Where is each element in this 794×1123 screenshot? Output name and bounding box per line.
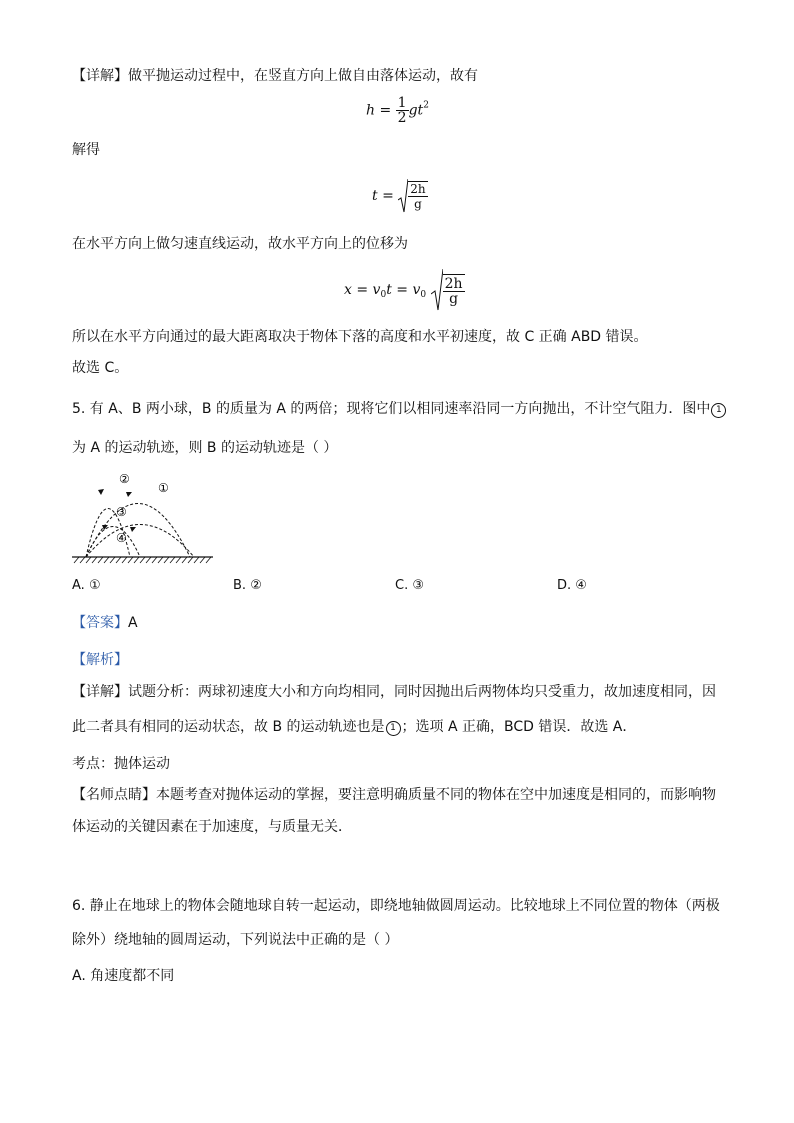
q5-detail-line1: 【详解】试题分析：两球初速度大小和方向均相同，同时因抛出后两物体均只受重力，故加速度相同，因 [72, 684, 716, 700]
answer-value: A [128, 615, 138, 631]
choose-text: 故选 C。 [72, 360, 129, 376]
q5-stem-line2: 为 A 的运动轨迹，则 B 的运动轨迹是（ ） [72, 440, 338, 456]
trajectory-label-4: ④ [116, 531, 127, 545]
equation-height: h = $\frac{1}{2}$ $gt^2$ [366, 95, 429, 126]
trajectory-label-3: ③ [116, 505, 127, 519]
equation-time: t = $\frac{2h}{g}$ [372, 178, 428, 214]
q6-stem-line1: 6. 静止在地球上的物体会随地球自转一起运动，即绕地轴做圆周运动。比较地球上不同位置的物体（两极 [72, 898, 720, 914]
q6-stem-line2: 除外）绕地轴的圆周运动，下列说法中正确的是（ ） [72, 932, 399, 948]
q5-detail-line2: 此二者具有相同的运动状态，故 B 的运动轨迹也是 1 ；选项 A 正确，BCD 错误．故选 A． [72, 719, 637, 735]
arrow-icon [98, 489, 104, 495]
trajectory-1 [86, 504, 190, 558]
trajectory-figure [70, 468, 216, 568]
trajectory-label-1: ① [158, 481, 169, 495]
circled-one-mark: 1 [386, 721, 401, 736]
arrow-icon [126, 492, 132, 497]
arrow-icon [130, 527, 136, 532]
option-b[interactable]: B. ② [233, 578, 262, 593]
equation-displacement: $x = v_0t = v_0$ $\frac{2h}{g}$ [344, 268, 465, 312]
sqrt-icon [431, 268, 443, 312]
circled-one-mark: 1 [711, 403, 726, 418]
horizontal-text: 在水平方向上做匀速直线运动，故水平方向上的位移为 [72, 236, 408, 252]
answer-label: 【答案】 [72, 615, 128, 631]
answer-line [72, 613, 138, 633]
sqrt-icon [398, 178, 408, 214]
conclusion-text: 所以在水平方向通过的最大距离取决于物体下落的高度和水平初速度，故 C 正确 ABD 错误。 [72, 329, 648, 345]
q6-option-a[interactable]: A. 角速度都不同 [72, 968, 175, 984]
solve-label: 解得 [72, 142, 100, 158]
analysis-label: 【解析】 [72, 652, 128, 668]
option-a[interactable]: A. ① [72, 578, 101, 593]
detail-intro: 【详解】做平抛运动过程中，在竖直方向上做自由落体运动，故有 [72, 68, 478, 84]
q5-stem-line1: 5. 有 A、B 两小球，B 的质量为 A 的两倍；现将它们以相同速率沿同一方向抛出，不计空气阻力．图中 1 [72, 399, 727, 419]
tip-line2: 体运动的关键因素在于加速度，与质量无关． [72, 819, 352, 835]
option-c[interactable]: C. ③ [395, 578, 425, 593]
trajectory-label-2: ② [119, 472, 130, 486]
ground-hatching [74, 557, 211, 563]
option-d[interactable]: D. ④ [557, 578, 587, 593]
kaodian-line: 考点：抛体运动 [72, 756, 170, 772]
tip-line1: 【名师点睛】本题考查对抛体运动的掌握，要注意明确质量不同的物体在空中加速度是相同的，而影响物 [72, 787, 716, 803]
